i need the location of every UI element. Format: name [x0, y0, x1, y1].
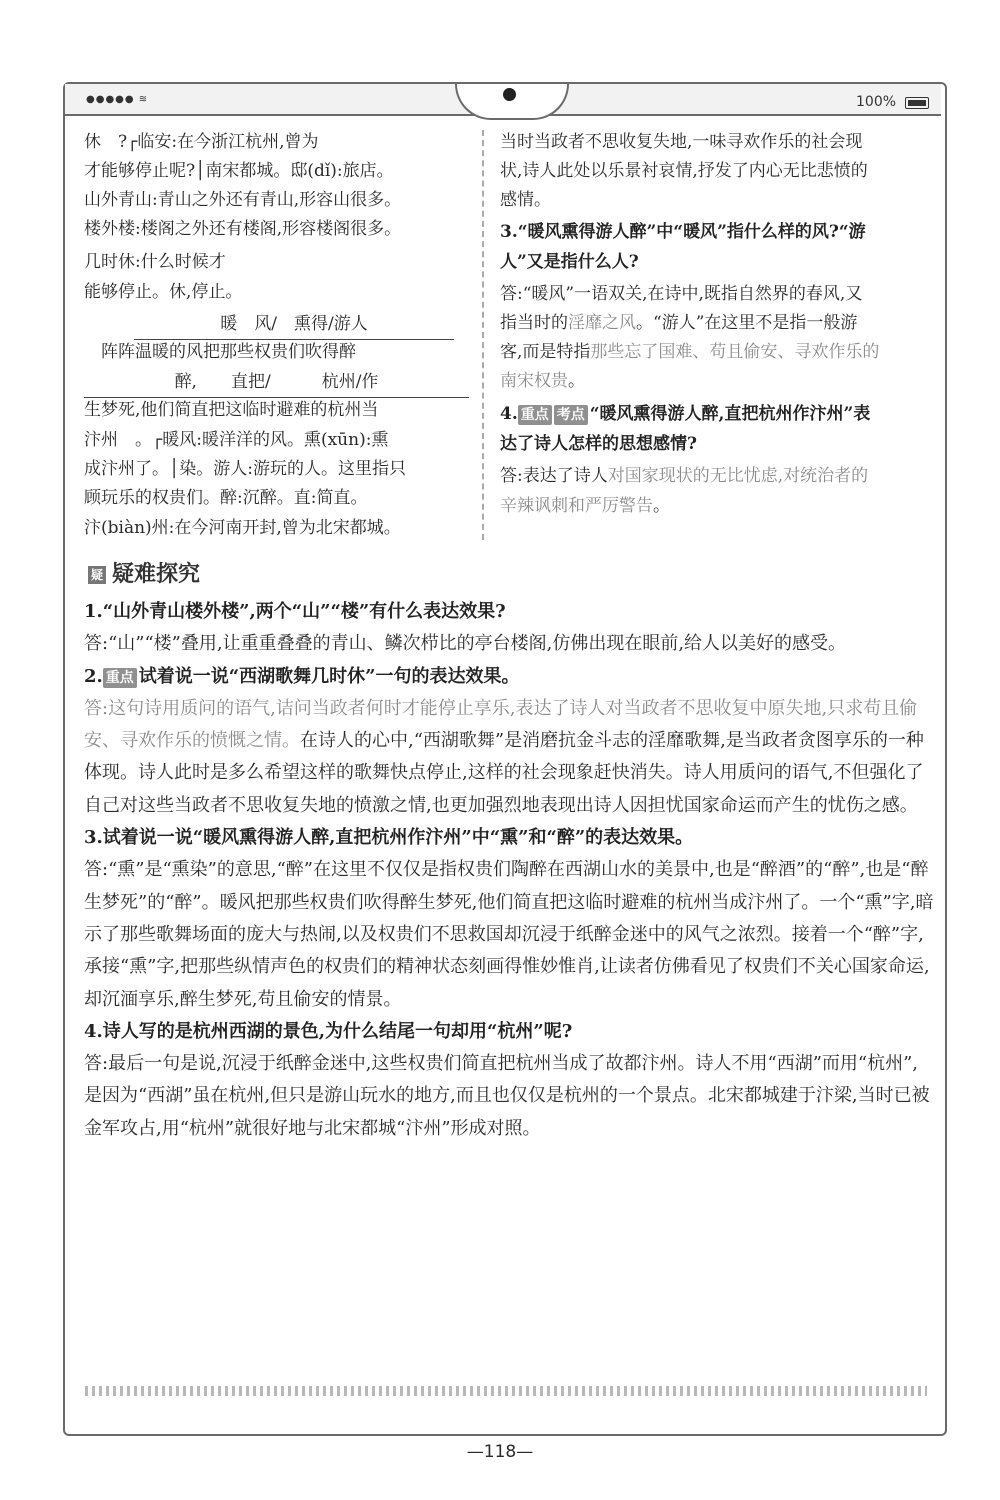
answer-1: 答:“山”“楼”叠用,让重重叠叠的青山、鳞次栉比的亭台楼阁,仿佛出现在眼前,给人以美好的感受。 — [84, 633, 847, 655]
exam-point-tag: 考点 — [554, 405, 588, 425]
left-line: 成汴州了。│染。游人:游玩的人。这里指只 — [84, 459, 406, 479]
left-line: 顾玩乐的权贵们。醉:沉醉。直:简直。 — [84, 488, 368, 508]
battery-percent: 100% — [856, 94, 897, 110]
question-1: 1.“山外青山楼外楼”,两个“山”“楼”有什么表达效果? — [84, 601, 506, 622]
left-line: 楼外楼:楼阁之外还有楼阁,形容楼阁很多。 — [84, 219, 402, 239]
left-line: 能够停止。休,停止。 — [84, 282, 243, 302]
camera-icon — [503, 88, 516, 101]
question-section-icon: 疑 — [88, 566, 106, 584]
section-title: 疑 疑难探究 — [88, 557, 200, 588]
answer-3-cont: 客,而是特指那些忘了国难、苟且偷安、寻欢作乐的 — [500, 342, 880, 362]
main-content — [84, 596, 934, 1145]
page-number: —118— — [466, 1442, 534, 1462]
right-line: 感情。 — [500, 190, 551, 210]
question-3: 3.“暖风熏得游人醉”中“暖风”指什么样的风?“游 — [500, 222, 866, 242]
battery-icon — [905, 97, 929, 109]
question-4: 4. 重点 考点 “暖风熏得游人醉,直把杭州作汴州”表 — [500, 404, 871, 424]
answer-2: 答:这句诗用质问的语气,诘问当政者何时才能停止享乐,表达了诗人对当政者不思收复中原失地,只求苟且偷安、寻欢作乐的愤慨之情。在诗人的心中,“西湖歌舞”是消磨抗金斗志的淫靡歌舞,是当政者贪图享乐的一种体现。诗人此时是多么希望这样的歌舞快点停止,这样的社会现象赶快消失。诗人用质问的语气,不但强化了自己对这些当政者不思收复失地的愤激之情,也更加强烈地表现出诗人因担忧国家命运而产生的忧伤之感。 — [84, 697, 924, 816]
column-divider — [482, 130, 484, 540]
left-line: 几时休:什么时候才 — [84, 252, 226, 272]
left-line: 汴州 。┌暖风:暖洋洋的风。熏(xūn):熏 — [84, 430, 389, 450]
answer-4-main: 答:最后一句是说,沉浸于纸醉金迷中,这些权贵们简直把杭州当成了故都汴州。诗人不用“西湖”而用“杭州”,是因为“西湖”虽在杭州,但只是游山玩水的地方,而且也仅仅是杭州的一个景点。北宋都城建于汴梁,当时已被金军攻占,用“杭州”就很好地与北宋都城“汴州”形成对照。 — [84, 1053, 930, 1139]
answer-4-cont: 辛辣讽刺和严厉警告。 — [500, 496, 670, 516]
left-line: 山外青山:青山之外还有青山,形容山很多。 — [84, 190, 402, 210]
question-3-cont: 人”又是指什么人? — [500, 252, 639, 272]
answer-4: 答:表达了诗人对国家现状的无比忧虑,对统治者的 — [500, 466, 869, 486]
left-line: 才能够停止呢?│南宋都城。邸(dǐ):旅店。 — [84, 161, 394, 181]
left-line: 汴(biàn)州:在今河南开封,曾为北宋都城。 — [84, 518, 401, 538]
answer-3-cont: 南宋权贵。 — [500, 371, 585, 391]
question-2: 2. 重点 试着说一说“西湖歌舞几时休”一句的表达效果。 — [84, 665, 520, 687]
right-line: 当时当政者不思收复失地,一味寻欢作乐的社会现 — [500, 132, 863, 152]
left-line: 生梦死,他们简直把这临时避难的杭州当 — [84, 400, 379, 420]
answer-3-main: 答:“熏”是“熏染”的意思,“醉”在这里不仅仅是指权贵们陶醉在西湖山水的美景中,也是“醉酒”的“醉”,也是“醉生梦死”的“醉”。暖风把那些权贵们吹得醉生梦死,他们简直把这临时避难的杭州当成汴州了。一个“熏”字,暗示了那些歌舞场面的庞大与热闹,以及权贵们不思救国却沉浸于纸醉金迷中的风气之浓烈。接着一个“醉”字,承接“熏”字,把那些纵情声色的权贵们的精神状态刻画得惟妙惟肖,让读者仿佛看见了权贵们不关心国家命运,却沉湎享乐,醉生梦死,苟且偷安的情景。 — [84, 859, 934, 1010]
answer-3-cont: 指当时的淫靡之风。“游人”在这里不是指一般游 — [500, 313, 858, 333]
question-4-main: 4.诗人写的是杭州西湖的景色,为什么结尾一句却用“杭州”呢? — [84, 1020, 573, 1042]
left-line: 暖 风/ 熏得/游人 — [134, 310, 454, 340]
question-4-cont: 达了诗人怎样的思想感情? — [500, 434, 697, 454]
decorative-border — [85, 1386, 927, 1396]
answer-3: 答:“暖风”一语双关,在诗中,既指自然界的春风,又 — [500, 284, 863, 304]
left-line: 醉, 直把/ 杭州/作 — [84, 368, 469, 398]
left-line: 阵阵温暖的风把那些权贵们吹得醉 — [84, 342, 356, 362]
left-line: 休 ?┌临安:在今浙江杭州,曾为 — [84, 132, 319, 152]
signal-wifi-icon: ●●●●● ≋ — [86, 94, 149, 105]
key-point-tag: 重点 — [103, 668, 137, 688]
right-line: 状,诗人此处以乐景衬哀情,抒发了内心无比悲愤的 — [500, 161, 868, 181]
key-point-tag: 重点 — [518, 405, 552, 425]
question-3-main: 3.试着说一说“暖风熏得游人醉,直把杭州作汴州”中“熏”和“醉”的表达效果。 — [84, 827, 694, 849]
